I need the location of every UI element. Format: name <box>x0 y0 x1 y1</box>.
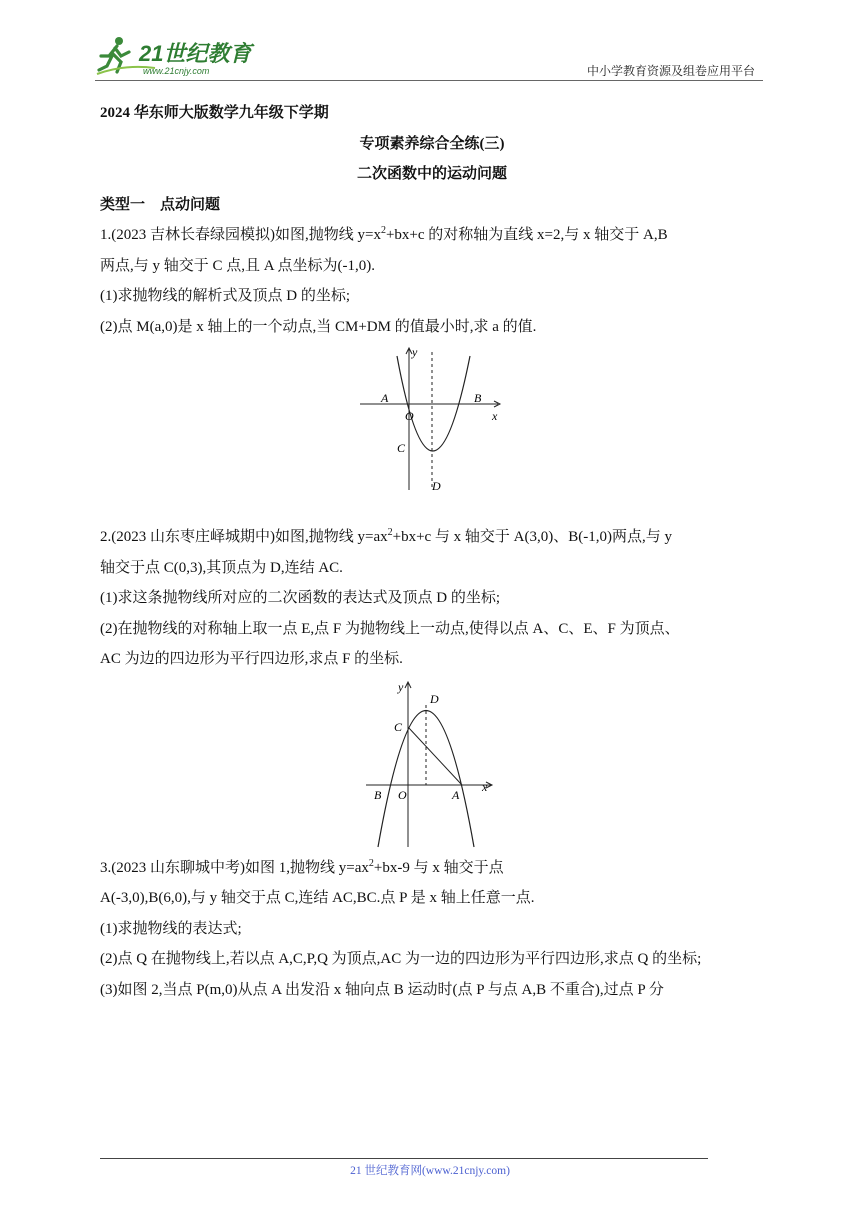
q1-part2: (2)点 M(a,0)是 x 轴上的一个动点,当 CM+DM 的值最小时,求 a 的值. <box>100 318 537 335</box>
section-heading: 类型一 点动问题 <box>100 196 221 213</box>
figure-2 <box>100 679 764 851</box>
q3-part1: (1)求抛物线的表达式; <box>100 920 242 937</box>
fig2-label-D: D <box>430 691 439 706</box>
fig2-label-x: x <box>482 779 488 794</box>
fig1-label-y: y <box>412 346 418 359</box>
q3-part3: (3)如图 2,当点 P(m,0)从点 A 出发沿 x 轴向点 B 运动时(点 P 与点 A,B 不重合),过点 P 分 <box>100 981 664 998</box>
header-divider <box>95 80 763 81</box>
q2-line2: 轴交于点 C(0,3),其顶点为 D,连结 AC. <box>100 559 343 576</box>
fig1-label-A: A <box>381 391 389 405</box>
fig2-label-C: C <box>394 719 403 734</box>
document-body <box>100 96 764 1005</box>
fig1-label-O: O <box>405 409 414 423</box>
q3-line1: 3.(2023 山东聊城中考)如图 1,抛物线 $y=ax^2+bx-9$ 与 x 轴交于点 <box>100 857 504 876</box>
fig2-label-B: B <box>374 787 382 802</box>
q3-line2: A(-3,0),B(6,0),与 y 轴交于点 C,连结 AC,BC.点 P 是 x 轴上任意一点. <box>100 890 535 906</box>
fig2-label-O: O <box>398 787 407 802</box>
footer-divider <box>100 1158 708 1159</box>
q2-part1: (1)求这条抛物线所对应的二次函数的表达式及顶点 D 的坐标; <box>100 590 500 606</box>
logo-text: 21世纪教育 <box>139 41 252 66</box>
q2-part2a: (2)在抛物线的对称轴上取一点 E,点 F 为抛物线上一动点,使得以点 A、C、E、F 为顶点、 <box>100 620 680 637</box>
q1-line1: 1.(2023 吉林长春绿园模拟)如图,抛物线 $y=x^2+bx+c$ 的对称轴为直线 x=2,与 x 轴交于 A,B <box>100 225 668 243</box>
doc-title: 专项素养综合全练(三) <box>359 135 505 152</box>
header-platform-text: 中小学教育资源及组卷应用平台 <box>586 64 755 78</box>
q1-part1: (1)求抛物线的解析式及顶点 D 的坐标; <box>100 288 350 304</box>
logo-url: www.21cnjy.com <box>143 66 210 76</box>
q2-line1: 2.(2023 山东枣庄峄城期中)如图,抛物线 $y=ax^2+bx+c$ 与 x 轴交于 A(3,0)、B(-1,0)两点,与 y <box>100 527 672 545</box>
footer-text: 21 世纪教育网(www.21cnjy.com) <box>350 1165 510 1177</box>
fig1-label-B: B <box>474 391 482 405</box>
q3-part2: (2)点 Q 在抛物线上,若以点 A,C,P,Q 为顶点,AC 为一边的四边形为平行四边形,求点 Q 的坐标; <box>100 951 702 967</box>
fig2-label-y: y <box>398 679 404 694</box>
fig1-label-D: D <box>432 479 441 493</box>
q2-part2b: AC 为边的四边形为平行四边形,求点 F 的坐标. <box>100 651 403 667</box>
page-header <box>95 34 763 82</box>
fig1-label-C: C <box>397 441 406 455</box>
q1-line2: 两点,与 y 轴交于 C 点,且 A 点坐标为(-1,0). <box>100 257 375 274</box>
fig1-label-x: x <box>492 409 498 423</box>
logo <box>95 34 265 78</box>
course-title: 2024 华东师大版数学九年级下学期 <box>100 105 329 121</box>
figure-1 <box>100 346 764 496</box>
doc-subtitle: 二次函数中的运动问题 <box>356 166 507 182</box>
fig2-label-A: A <box>452 787 460 802</box>
